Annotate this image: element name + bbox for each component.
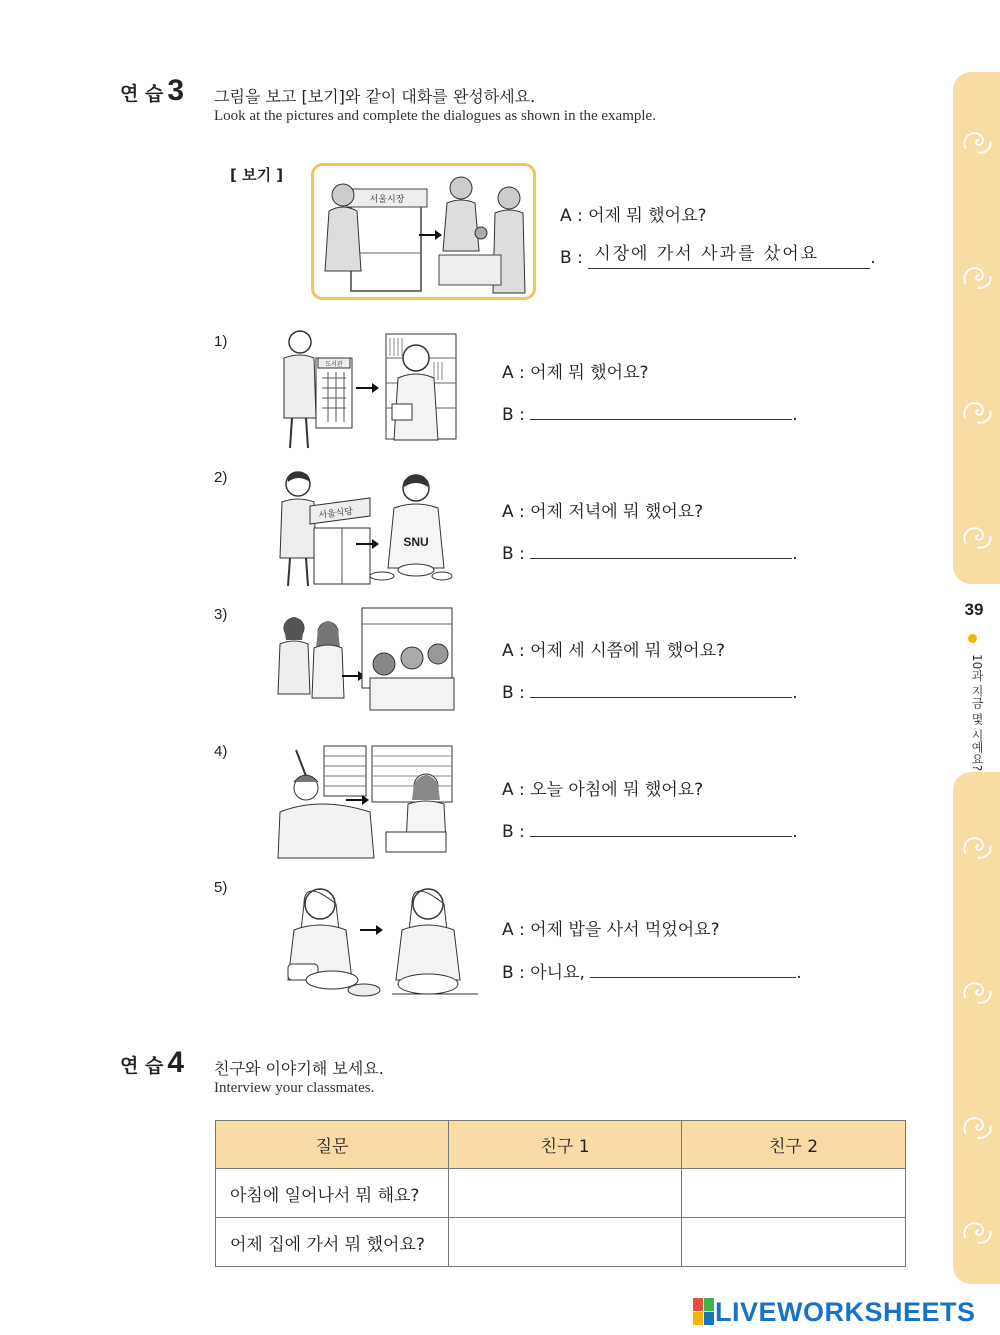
swirl-icon bbox=[958, 517, 996, 555]
example-illustration bbox=[311, 163, 536, 300]
exercise-number: 3 bbox=[167, 74, 185, 107]
example-answer-line bbox=[560, 243, 876, 269]
example-question: A : 어제 뭐 했어요? bbox=[560, 206, 707, 226]
item-2-answer-field[interactable] bbox=[530, 540, 792, 559]
item-5-number: 5) bbox=[214, 879, 228, 896]
item-2-illustration bbox=[276, 466, 456, 588]
example-answer-text: 시장에 가서 사과를 샀어요 bbox=[594, 244, 820, 264]
answer-period: . bbox=[796, 963, 802, 983]
item-3-answer-field[interactable] bbox=[530, 679, 792, 698]
example-label: [ 보기 ] bbox=[230, 166, 284, 184]
logo-text: LIVEWORKSHEETS bbox=[715, 1296, 976, 1327]
item-1-answer-field[interactable] bbox=[530, 401, 792, 420]
item-5-answer-line bbox=[502, 958, 802, 983]
liveworksheets-logo[interactable] bbox=[693, 1297, 976, 1327]
friend-1-answer-cell[interactable] bbox=[449, 1169, 682, 1218]
interview-table bbox=[215, 1120, 906, 1267]
side-tab-upper bbox=[953, 72, 1000, 584]
item-3-number: 3) bbox=[214, 606, 228, 623]
item-2-answer-line bbox=[502, 540, 798, 564]
live-badge-icon bbox=[693, 1298, 715, 1326]
answer-period: . bbox=[792, 683, 798, 703]
item-2-number: 2) bbox=[214, 469, 228, 486]
table-row bbox=[216, 1218, 906, 1267]
library-sign: 도서관 bbox=[325, 361, 343, 368]
exercise-4-heading bbox=[120, 1046, 184, 1080]
item-1-question: A : 어제 뭐 했어요? bbox=[502, 363, 649, 383]
header-question: 질문 bbox=[216, 1121, 449, 1169]
item-4-number: 4) bbox=[214, 743, 228, 760]
answer-period: . bbox=[792, 544, 798, 564]
exercise-label: 연 습 bbox=[120, 83, 164, 105]
market-sign: 서울시장 bbox=[369, 195, 405, 205]
item-5-answer-field[interactable] bbox=[590, 959, 796, 978]
answer-period: . bbox=[792, 822, 798, 842]
answer-prefix: B : bbox=[502, 544, 525, 564]
answer-prefix: B : bbox=[560, 248, 583, 268]
friend-1-answer-cell[interactable] bbox=[449, 1218, 682, 1267]
item-4-illustration bbox=[276, 742, 456, 862]
shirt-logo: SNU bbox=[403, 535, 429, 549]
item-4-answer-line bbox=[502, 818, 798, 842]
answer-period: . bbox=[792, 405, 798, 425]
item-5-question: A : 어제 밥을 사서 먹었어요? bbox=[502, 920, 720, 940]
table-header-row bbox=[216, 1121, 906, 1169]
swirl-icon bbox=[958, 1212, 996, 1250]
item-1-number: 1) bbox=[214, 333, 228, 350]
friend-2-answer-cell[interactable] bbox=[682, 1169, 906, 1218]
page-number: 39 bbox=[964, 600, 984, 619]
header-friend-2: 친구 2 bbox=[682, 1121, 906, 1169]
restaurant-sign: 서울식당 bbox=[317, 506, 354, 522]
chapter-title: 10과 지금 몇 시예요? bbox=[970, 654, 984, 772]
exercise-label: 연 습 bbox=[120, 1055, 164, 1077]
item-1-answer-line bbox=[502, 401, 798, 425]
answer-prefix: B : bbox=[502, 405, 525, 425]
side-tab-lower bbox=[953, 772, 1000, 1284]
item-3-question: A : 어제 세 시쯤에 뭐 했어요? bbox=[502, 641, 726, 661]
item-1-illustration bbox=[274, 328, 460, 450]
table-row bbox=[216, 1169, 906, 1218]
answer-prefix: B : 아니요, bbox=[502, 963, 585, 983]
exercise-number: 4 bbox=[167, 1046, 185, 1079]
example-answer-field bbox=[588, 243, 870, 269]
swirl-icon bbox=[958, 972, 996, 1010]
page-dot bbox=[968, 634, 977, 643]
item-4-question: A : 오늘 아침에 뭐 했어요? bbox=[502, 780, 704, 800]
question-cell: 어제 집에 가서 뭐 했어요? bbox=[216, 1218, 449, 1267]
swirl-icon bbox=[958, 257, 996, 295]
exercise-4-instruction-en: Interview your classmates. bbox=[214, 1080, 375, 1096]
answer-prefix: B : bbox=[502, 822, 525, 842]
header-friend-1: 친구 1 bbox=[449, 1121, 682, 1169]
answer-prefix: B : bbox=[502, 683, 525, 703]
item-2-question: A : 어제 저녁에 뭐 했어요? bbox=[502, 502, 704, 522]
swirl-icon bbox=[958, 827, 996, 865]
swirl-icon bbox=[958, 122, 996, 160]
item-4-answer-field[interactable] bbox=[530, 818, 792, 837]
item-3-answer-line bbox=[502, 679, 798, 703]
exercise-3-instruction-en: Look at the pictures and complete the dialogues as shown in the example. bbox=[214, 108, 656, 124]
exercise-3-heading bbox=[120, 74, 184, 108]
exercise-3-instruction-ko: 그림을 보고 [보기]와 같이 대화를 완성하세요. bbox=[214, 87, 536, 106]
friend-2-answer-cell[interactable] bbox=[682, 1218, 906, 1267]
swirl-icon bbox=[958, 1107, 996, 1145]
item-3-illustration bbox=[276, 604, 456, 724]
answer-period: . bbox=[870, 248, 876, 268]
item-5-illustration bbox=[272, 876, 478, 1010]
swirl-icon bbox=[958, 392, 996, 430]
exercise-4-instruction-ko: 친구와 이야기해 보세요. bbox=[214, 1059, 384, 1078]
question-cell: 아침에 일어나서 뭐 해요? bbox=[216, 1169, 449, 1218]
